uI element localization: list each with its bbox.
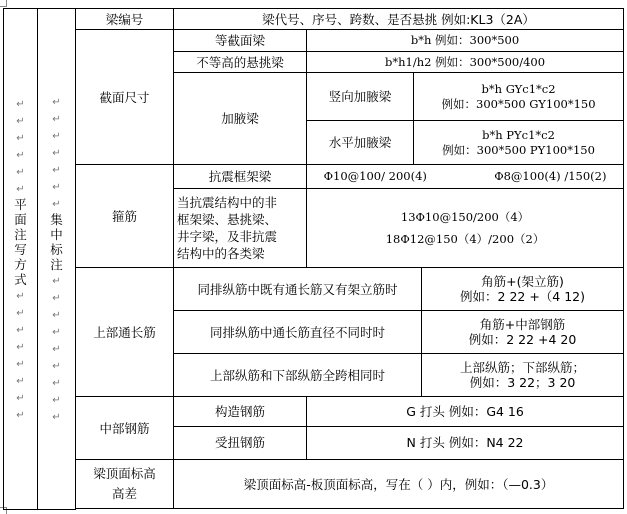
top-r3-label: 上部纵筋和下部纵筋全跨相同时	[174, 354, 422, 397]
seismic-frame-beam-value	[307, 165, 624, 188]
side-char: 注	[50, 257, 63, 272]
top-r1-label: 同排纵筋中既有通长筋又有架立筋时	[174, 268, 422, 311]
top-r1-line2: 例如：2 22 +（4 12)	[460, 289, 586, 305]
elevation-diff-label: 梁顶面标高 高差	[76, 460, 174, 509]
side-char: 中	[50, 227, 63, 242]
horizontal-haunch-line1: b*h PYc1*c2	[482, 127, 555, 142]
nonseismic-line1: 13Φ10@150/200（4）	[400, 210, 530, 225]
side-column-2: ↵ ↵ ↵ ↵ ↵ ↵ ↵ 集 中 标 注 ↵ ↵ ↵ ↵ ↵ ↵ ↵ ↵ ↵	[38, 9, 76, 510]
beam-id-value: 梁代号、序号、跨数、是否悬挑 例如:KL3（2A）	[174, 9, 624, 30]
horizontal-haunch-value	[414, 121, 624, 165]
vertical-haunch-line1: b*h GYc1*c2	[481, 81, 556, 96]
nonseismic-beam-value	[307, 188, 624, 268]
side-char: 写	[14, 242, 27, 257]
side-column-1: ↵ ↵ ↵ ↵ ↵ ↵ 平 面 注 写 方 式 ↵ ↵ ↵ ↵ ↵ ↵ ↵ ↵	[4, 9, 38, 510]
beam-id-label: 梁编号	[76, 9, 174, 30]
side-char: 面	[14, 212, 27, 227]
side-char: 式	[14, 272, 27, 287]
torsion-rebar-label: 受扭钢筋	[174, 426, 307, 460]
seismic-stirrup-value-1: Φ10@100/ 200(4)	[323, 168, 427, 183]
haunch-beam-label: 加腋梁	[174, 73, 307, 165]
seismic-frame-beam-label: 抗震框架梁	[174, 165, 307, 188]
top-r3-line2: 例如：3 22；3 20	[469, 375, 576, 391]
equal-section-value: b*h 例如：300*500	[307, 30, 624, 51]
nonseismic-beam-label: 当抗震结构中的非 框架梁、悬挑梁、 井字梁，及非抗震 结构中的各类梁	[174, 188, 307, 268]
side-char: 标	[50, 242, 63, 257]
equal-section-label: 等截面梁	[174, 30, 307, 51]
nonseismic-line2: 18Φ12@150（4）/200（2）	[385, 232, 545, 247]
page-corner-mark	[0, 0, 7, 7]
structural-rebar-value: G 打头 例如：G4 16	[307, 397, 624, 427]
elevation-diff-value: 梁顶面标高-板顶面标高，写在（ ）内，例如：（—0.3）	[174, 460, 624, 509]
torsion-rebar-value: N 打头 例如：N4 22	[307, 426, 624, 460]
unequal-cantilever-value: b*h1/h2 例如：300*500/400	[307, 51, 624, 72]
side-char: 注	[14, 227, 27, 242]
structural-rebar-label: 构造钢筋	[174, 397, 307, 427]
side-char: 集	[50, 212, 63, 227]
middle-rebar-label: 中部钢筋	[76, 397, 174, 460]
beam-notation-table	[3, 8, 624, 510]
top-r3-line1: 上部纵筋；下部纵筋；	[460, 360, 586, 376]
top-r1-value	[422, 268, 624, 311]
top-r2-label: 同排纵筋中通长筋直径不同时时	[174, 311, 422, 354]
section-label: 截面尺寸	[76, 30, 174, 165]
vertical-haunch-line2: 例如：300*500 GY100*150	[441, 96, 596, 111]
stirrup-label: 箍筋	[76, 165, 174, 268]
top-continuous-rebar-label: 上部通长筋	[76, 268, 174, 397]
top-r1-line1: 角筋+(架立筋)	[481, 274, 564, 290]
horizontal-haunch-label: 水平加腋梁	[307, 121, 414, 165]
side-char: 平	[14, 197, 27, 212]
horizontal-haunch-line2: 例如：300*500 PY100*150	[442, 142, 595, 157]
side-char: 方	[14, 257, 27, 272]
top-r3-value	[422, 354, 624, 397]
top-r2-line1: 角筋+中部钢筋	[479, 317, 566, 333]
vertical-haunch-value	[414, 73, 624, 121]
unequal-cantilever-label: 不等高的悬挑梁	[174, 51, 307, 72]
vertical-haunch-label: 竖向加腋梁	[307, 73, 414, 121]
top-r2-line2: 例如：2 22 +4 20	[468, 332, 577, 348]
top-r2-value	[422, 311, 624, 354]
seismic-stirrup-value-2: Φ8@100(4) /150(2)	[494, 168, 607, 183]
